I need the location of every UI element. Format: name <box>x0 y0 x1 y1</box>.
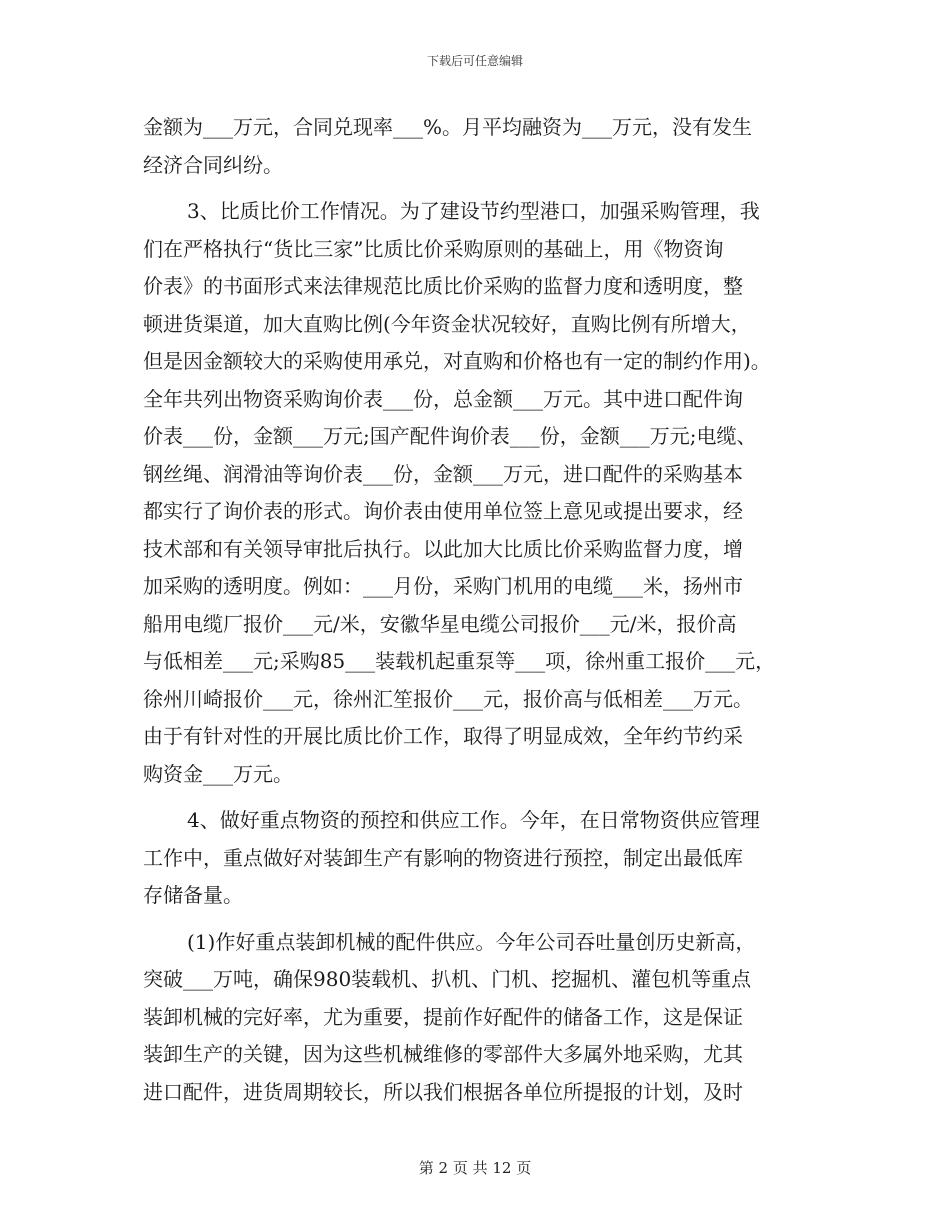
text-line: 都实行了询价表的形式。询价表由使用单位签上意见或提出要求，经 <box>143 499 743 523</box>
text-line: 价表___份，金额___万元;国产配件询价表___份，金额___万元;电缆、 <box>143 424 757 448</box>
text-line: 突破___万吨，确保980装载机、扒机、门机、挖掘机、灌包机等重点 <box>143 967 752 991</box>
text-line: 全年共列出物资采购询价表___份，总金额___万元。其中进口配件询 <box>143 386 743 411</box>
text-line: 经济合同纠纷。 <box>143 152 283 177</box>
text-line: (1)作好重点装卸机械的配件供应。今年公司吞吐量创历史新高， <box>187 929 756 954</box>
text-line: 4、做好重点物资的预控和供应工作。今年，在日常物资供应管理 <box>187 808 760 832</box>
text-line: 加采购的透明度。例如：___月份，采购门机用的电缆___米，扬州市 <box>143 574 743 598</box>
text-line: 们在严格执行“货比三家”比质比价采购原则的基础上，用《物资询 <box>143 236 724 261</box>
text-line: 徐州川崎报价___元，徐州汇笙报价___元，报价高与低相差___万元。 <box>143 686 753 711</box>
page-footer: 第 2 页 共 12 页 <box>418 1159 532 1177</box>
text-line: 存储备量。 <box>143 883 243 907</box>
text-line: 购资金___万元。 <box>143 761 293 786</box>
text-line: 钢丝绳、润滑油等询价表___份，金额___万元，进口配件的采购基本 <box>143 461 743 486</box>
text-line: 由于有针对性的开展比质比价工作，取得了明显成效，全年约节约采 <box>143 724 743 748</box>
text-line: 金额为___万元，合同兑现率___%。月平均融资为___万元，没有发生 <box>143 115 753 139</box>
text-line: 与低相差___元;采购85___装载机起重泵等___项，徐州重工报价___元， <box>143 649 776 673</box>
text-line: 装卸生产的关键，因为这些机械维修的零部件大多属外地采购，尤其 <box>143 1042 743 1066</box>
text-line: 顿进货渠道，加大直购比例(今年资金状况较好，直购比例有所增大， <box>143 311 751 336</box>
text-line: 3、比质比价工作情况。为了建设节约型港口，加强采购管理，我 <box>187 199 760 223</box>
text-line: 价表》的书面形式来法律规范比质比价采购的监督力度和透明度，整 <box>143 274 743 298</box>
text-line: 进口配件，进货周期较长，所以我们根据各单位所提报的计划，及时 <box>143 1079 743 1104</box>
text-line: 装卸机械的完好率，尤为重要，提前作好配件的储备工作，这是保证 <box>143 1004 743 1029</box>
page-header: 下载后可任意编辑 <box>426 54 523 68</box>
text-line: 工作中，重点做好对装卸生产有影响的物资进行预控，制定出最低库 <box>143 845 743 870</box>
document-body <box>143 109 823 1111</box>
text-line: 船用电缆厂报价___元/米，安徽华星电缆公司报价___元/米，报价高 <box>143 611 737 636</box>
text-line: 但是因金额较大的采购使用承兑，对直购和价格也有一定的制约作用)。 <box>143 349 771 373</box>
text-line: 技术部和有关领导审批后执行。以此加大比质比价采购监督力度，增 <box>143 536 743 561</box>
